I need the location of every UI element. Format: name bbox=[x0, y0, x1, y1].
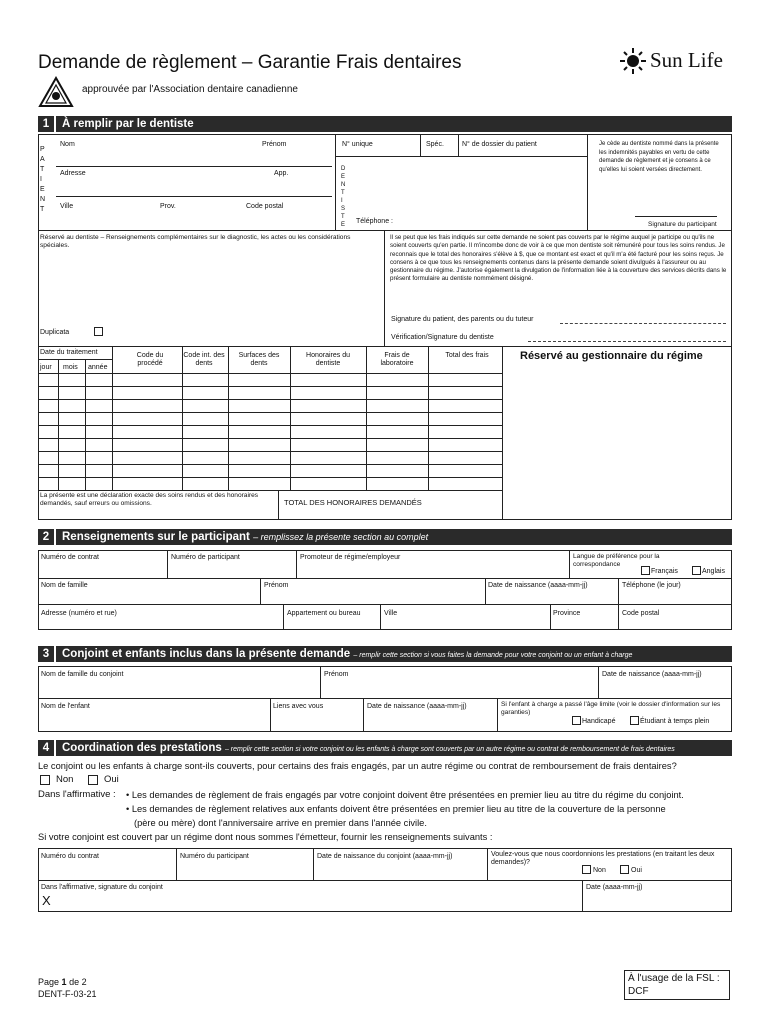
approval-text: approuvée par l'Association dentaire canadienne bbox=[82, 84, 298, 95]
col-jour: jour bbox=[40, 364, 52, 371]
section-1-frame bbox=[38, 134, 732, 520]
col-code-dents: Code int. des dents bbox=[183, 352, 225, 368]
duplicata-label: Duplicata bbox=[40, 329, 70, 336]
s2-langue: Langue de préférence pour la correspondance bbox=[573, 553, 660, 569]
francais-label: Français bbox=[651, 568, 678, 575]
anglais-checkbox[interactable] bbox=[692, 566, 701, 575]
col-total-frais: Total des frais bbox=[445, 352, 489, 359]
col-surfaces: Surfaces des dents bbox=[238, 352, 280, 368]
patient-nom-label: Nom bbox=[60, 141, 75, 148]
s4-non-checkbox[interactable] bbox=[40, 775, 50, 785]
consent-text: Il se peut que les frais indiqués sur cette demande ne soient pas couverts par le régime auquel je participe ou qu'ils ne soient couverts qu'en partie. Il m'incombe donc de voir à ce que mon dentiste soit rémunéré pour tous les soins rendus. Je reconnais que le total des honoraires s'élève à $, que ce montant est exact et qu'il m'a été facturé pour les soins reçus. Je consens à ce que tous les renseignements contenus dans la présente demande soient divulgués à l'assureur ou au gestionnaire du régime. J'autorise également la divulgation de l'information liée à la couverture des services décrits dans le présent formulaire au dentiste nommément désigné. bbox=[390, 234, 727, 283]
s3-date-naissance-enfant: Date de naissance (aaaa-mm-jj) bbox=[367, 703, 467, 710]
s4-question: Le conjoint ou les enfants à charge sont-ils couverts, pour certains des frais engagés, par un autre régime ou contrat de remboursement de frais dentaires? bbox=[38, 761, 677, 771]
declaration-text: La présente est une déclaration exacte des soins rendus et des honoraires demandés, sauf erreurs ou omissions. bbox=[40, 492, 259, 508]
patient-prenom-label: Prénom bbox=[262, 141, 287, 148]
col-frais-labo: Frais de laboratoire bbox=[380, 352, 414, 368]
s2-adresse: Adresse (numéro et rue) bbox=[41, 610, 117, 617]
s4-coord-oui-label: Oui bbox=[631, 867, 642, 874]
s2-promoteur: Promoteur de régime/employeur bbox=[300, 554, 401, 561]
s4-coord-non-checkbox[interactable] bbox=[582, 865, 591, 874]
s3-nom-conjoint: Nom de famille du conjoint bbox=[41, 671, 124, 678]
no-unique-label: N° unique bbox=[342, 141, 373, 148]
dentiste-letters: D E N T I S T E bbox=[341, 166, 346, 228]
s2-appartement: Appartement ou bureau bbox=[287, 610, 361, 617]
sig-patient-label: Signature du patient, des parents ou du tuteur bbox=[391, 316, 534, 323]
col-annee: année bbox=[88, 364, 108, 371]
s2-nom-famille: Nom de famille bbox=[41, 582, 88, 589]
s4-date: Date (aaaa-mm-jj) bbox=[586, 884, 643, 891]
page-number: Page 1 de 2 bbox=[38, 977, 87, 987]
anglais-label: Anglais bbox=[702, 568, 725, 575]
brand-name: Sun Life bbox=[650, 48, 723, 72]
section-2-header: 2 Renseignements sur le participant – remplissez la présente section au complet bbox=[38, 529, 732, 545]
s4-non-label: Non bbox=[56, 774, 74, 785]
patient-prov-label: Prov. bbox=[160, 203, 176, 210]
telephone-label: Téléphone : bbox=[356, 218, 393, 225]
s4-no-contrat: Numéro du contrat bbox=[41, 853, 99, 860]
s2-province: Province bbox=[553, 610, 581, 617]
s4-no-participant: Numéro du participant bbox=[180, 853, 249, 860]
patient-ville-label: Ville bbox=[60, 203, 74, 210]
spec-label: Spéc. bbox=[426, 141, 444, 148]
s3-date-naissance: Date de naissance (aaaa-mm-jj) bbox=[602, 671, 702, 678]
col-code-procede: Code du procédé bbox=[136, 352, 164, 368]
etudiant-checkbox[interactable] bbox=[630, 716, 639, 725]
assignment-text: Je cède au dentiste nommé dans la présente les indemnités payables en vertu de cette demande de règlement et je consens à ce qu'elles lui soient versées directement. bbox=[599, 141, 719, 173]
s4-coordonner: Voulez-vous que nous coordonnions les prestations (en traitant les deux demandes)? bbox=[491, 851, 715, 867]
section-2-title: Renseignements sur le participant bbox=[62, 531, 250, 543]
s4-date-conjoint: Date de naissance du conjoint (aaaa-mm-jj) bbox=[317, 853, 453, 860]
s4-coord-oui-checkbox[interactable] bbox=[620, 865, 629, 874]
total-honoraires-label: TOTAL DES HONORAIRES DEMANDÉS bbox=[284, 498, 422, 507]
s2-date-naissance: Date de naissance (aaaa-mm-jj) bbox=[488, 582, 588, 589]
col-mois: mois bbox=[63, 364, 78, 371]
handicape-checkbox[interactable] bbox=[572, 716, 581, 725]
s4-sig-conjoint: Dans l'affirmative, signature du conjoint bbox=[41, 884, 163, 891]
s2-no-participant: Numéro de participant bbox=[171, 554, 240, 561]
sig-participant-label: Signature du participant bbox=[648, 221, 717, 228]
section-4-header: 4 Coordination des prestations – remplir cette section si votre conjoint ou les enfants à charge sont couverts par un autre régime ou contrat de remboursement de frais dentaires bbox=[38, 740, 732, 756]
s4-conjoint-couvert: Si votre conjoint est couvert par un régime dont nous sommes l'émetteur, fournir les renseignements suivants : bbox=[38, 832, 493, 842]
sun-life-logo bbox=[620, 46, 734, 76]
s3-limite: Si l'enfant à charge a passé l'âge limite (voir le dossier d'information sur les garanties) bbox=[501, 701, 721, 717]
fsl-usage-label: À l'usage de la FSL : bbox=[628, 973, 720, 984]
date-traitement-label: Date du traitement bbox=[40, 349, 98, 356]
cda-logo bbox=[38, 76, 74, 108]
section-4-title: Coordination des prestations bbox=[62, 742, 222, 754]
s4-coord-non-label: Non bbox=[593, 867, 606, 874]
s3-nom-enfant: Nom de l'enfant bbox=[41, 703, 90, 710]
s4-x-mark: X bbox=[42, 893, 51, 908]
no-dossier-label: N° de dossier du patient bbox=[462, 141, 537, 148]
section-4-subtitle: – remplir cette section si votre conjoint ou les enfants à charge sont couverts par un autre régime ou contrat de remboursement de frais dentaires bbox=[224, 746, 675, 753]
section-3-header: 3 Conjoint et enfants inclus dans la présente demande – remplir cette section si vous faites la demande pour votre conjoint ou un enfant à charge bbox=[38, 646, 732, 662]
section-1-title: À remplir par le dentiste bbox=[62, 118, 194, 130]
patient-adresse-label: Adresse bbox=[60, 170, 86, 177]
form-code: DENT-F-03-21 bbox=[38, 989, 97, 999]
s4-oui-label: Oui bbox=[104, 774, 119, 785]
s3-prenom: Prénom bbox=[324, 671, 349, 678]
s4-bullet2b: (père ou mère) dont l'anniversaire arrive en premier dans l'année civile. bbox=[134, 818, 427, 828]
section-1-header: 1 À remplir par le dentiste bbox=[38, 116, 732, 132]
col-honoraires: Honoraires du dentiste bbox=[306, 352, 350, 368]
patient-codepostal-label: Code postal bbox=[246, 203, 284, 210]
gestionnaire-title: Réservé au gestionnaire du régime bbox=[520, 350, 703, 362]
patient-letters: P A T I E N T bbox=[40, 146, 46, 213]
s4-affirmative: Dans l'affirmative : bbox=[38, 789, 116, 800]
section-3-subtitle: – remplir cette section si vous faites la demande pour votre conjoint ou un enfant à charge bbox=[353, 652, 633, 659]
verification-label: Vérification/Signature du dentiste bbox=[391, 334, 494, 341]
s2-telephone: Téléphone (le jour) bbox=[622, 582, 681, 589]
patient-app-label: App. bbox=[274, 170, 289, 177]
s4-bullet2: • Les demandes de règlement relatives aux enfants doivent être présentées en premier lieu au titre de la couverture de la personne bbox=[126, 804, 666, 814]
s2-prenom: Prénom bbox=[264, 582, 289, 589]
section-3-title: Conjoint et enfants inclus dans la présente demande bbox=[62, 648, 351, 660]
fsl-usage-code: DCF bbox=[628, 986, 649, 997]
handicape-label: Handicapé bbox=[582, 718, 616, 725]
s4-bullet1: • Les demandes de règlement de frais engagés par votre conjoint doivent être présentées en premier lieu au titre du régime du conjoint. bbox=[126, 790, 684, 800]
reserve-dentiste-text: Réservé au dentiste – Renseignements complémentaires sur le diagnostic, les actes ou les considérations spéciales. bbox=[40, 234, 351, 250]
s2-no-contrat: Numéro de contrat bbox=[41, 554, 99, 561]
s2-ville: Ville bbox=[384, 610, 398, 617]
s2-code-postal: Code postal bbox=[622, 610, 660, 617]
etudiant-label: Étudiant à temps plein bbox=[640, 718, 710, 725]
section-2-subtitle: – remplissez la présente section au complet bbox=[253, 532, 429, 542]
s4-oui-checkbox[interactable] bbox=[88, 775, 98, 785]
s3-liens: Liens avec vous bbox=[273, 703, 324, 710]
francais-checkbox[interactable] bbox=[641, 566, 650, 575]
form-title: Demande de règlement – Garantie Frais dentaires bbox=[38, 52, 462, 73]
duplicata-checkbox[interactable] bbox=[94, 327, 103, 336]
